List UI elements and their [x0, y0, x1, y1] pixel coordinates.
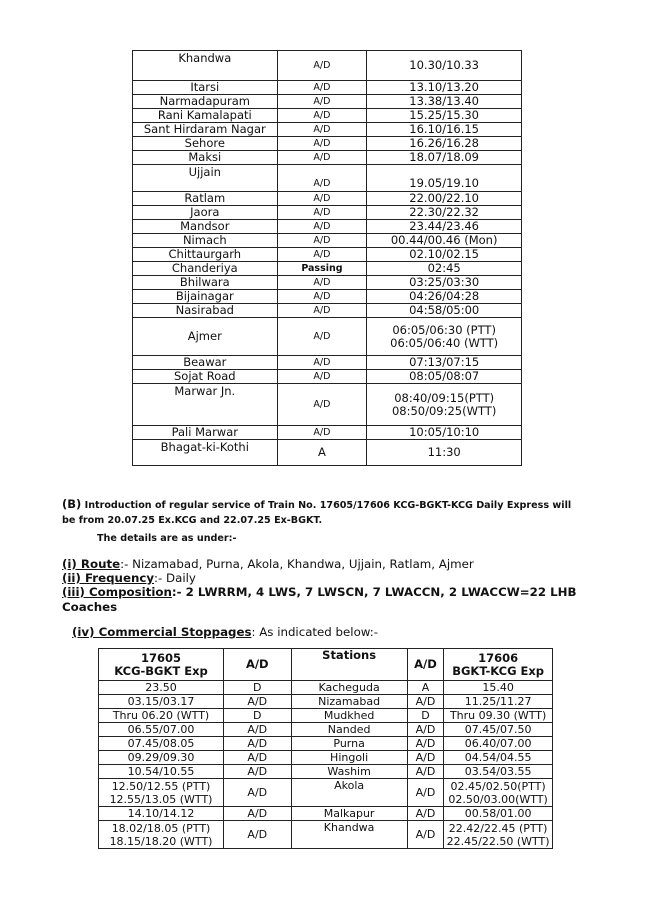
- ad-cell: A/D: [277, 276, 367, 290]
- ad-cell: Passing: [277, 262, 367, 276]
- ad-cell: A/D: [277, 137, 367, 151]
- train-number: 17605: [141, 650, 182, 665]
- station-cell: Purna: [291, 737, 407, 751]
- header-stations: Stations: [291, 649, 407, 681]
- ad-cell: A/D: [277, 220, 367, 234]
- ad-cell: A/D: [277, 109, 367, 123]
- composition-value: :- 2 LWRRM, 4 LWS, 7 LWSCN, 7 LWACCN, 2 LWACCW=22 LHB: [171, 585, 577, 599]
- table-row: [99, 821, 553, 849]
- station-cell: Malkapur: [291, 807, 407, 821]
- table-row: [133, 192, 522, 206]
- ad-cell: A/D: [277, 81, 367, 95]
- section-label: (B): [62, 497, 82, 511]
- time-cell: 03:25/03:30: [367, 276, 522, 290]
- table-row: [133, 318, 522, 356]
- time-cell: [99, 821, 224, 849]
- ad-cell: A/D: [277, 151, 367, 165]
- station-cell: Beawar: [133, 356, 278, 370]
- time-cell: 02:45: [367, 262, 522, 276]
- lower-timetable: [98, 648, 553, 849]
- table-row: [99, 709, 553, 723]
- stoppages-item: [72, 625, 378, 640]
- ad-cell: A/D: [277, 356, 367, 370]
- station-cell: Khandwa: [291, 821, 407, 849]
- ad-cell: A/D: [224, 807, 292, 821]
- header-17605: [99, 649, 224, 681]
- ad-cell: D: [224, 681, 292, 695]
- table-row: [133, 109, 522, 123]
- time-cell: 22.30/22.32: [367, 206, 522, 220]
- ad-cell: A/D: [407, 695, 444, 709]
- stoppages-value: : As indicated below:-: [251, 625, 379, 639]
- time-cell: 00.58/01.00: [444, 807, 553, 821]
- stoppages-label: (iv) Commercial Stoppages: [72, 625, 252, 639]
- ad-cell: A/D: [224, 751, 292, 765]
- time-cell: 13.10/13.20: [367, 81, 522, 95]
- ad-cell: A/D: [277, 206, 367, 220]
- frequency-value: :- Daily: [154, 571, 196, 585]
- upper-timetable: [132, 50, 522, 466]
- time-cell: 10.30/10.33: [367, 51, 522, 81]
- station-cell: Mandsor: [133, 220, 278, 234]
- table-row: [133, 248, 522, 262]
- table-row: [133, 290, 522, 304]
- ad-cell: A/D: [277, 384, 367, 426]
- table-row: [133, 206, 522, 220]
- table-row: [133, 356, 522, 370]
- time-cell: 07.45/07.50: [444, 723, 553, 737]
- station-cell: Washim: [291, 765, 407, 779]
- time-line-ptt: 18.02/18.05 (PTT): [111, 821, 211, 835]
- route-value: :- Nizamabad, Purna, Akola, Khandwa, Ujjain, Ratlam, Ajmer: [120, 557, 474, 571]
- table-row: [99, 751, 553, 765]
- time-cell: 23.44/23.46: [367, 220, 522, 234]
- composition-continued: Coaches: [62, 600, 118, 614]
- ad-cell: A/D: [224, 765, 292, 779]
- table-row: [133, 95, 522, 109]
- ad-cell: D: [407, 709, 444, 723]
- ad-cell: A/D: [277, 165, 367, 192]
- ad-cell: A/D: [224, 779, 292, 807]
- ad-cell: A/D: [277, 370, 367, 384]
- ad-cell: A/D: [277, 248, 367, 262]
- time-cell: 11:30: [367, 440, 522, 466]
- header-ad: A/D: [224, 649, 292, 681]
- station-cell: Khandwa: [133, 51, 278, 81]
- time-cell: 08:05/08:07: [367, 370, 522, 384]
- table-row: [133, 123, 522, 137]
- station-cell: Ajmer: [133, 318, 278, 356]
- station-cell: Nimach: [133, 234, 278, 248]
- train-name: KCG-BGKT Exp: [114, 663, 208, 678]
- time-cell: 14.10/14.12: [99, 807, 224, 821]
- table-row: [133, 440, 522, 466]
- ad-cell: A/D: [277, 234, 367, 248]
- time-line-wtt: 22.45/22.50 (WTT): [446, 834, 550, 848]
- station-cell: Marwar Jn.: [133, 384, 278, 426]
- time-cell: 22.00/22.10: [367, 192, 522, 206]
- station-cell: Chittaurgarh: [133, 248, 278, 262]
- route-item: [62, 557, 474, 572]
- time-line-wtt: 02.50/03.00(WTT): [448, 792, 548, 806]
- time-cell: 06.40/07.00: [444, 737, 553, 751]
- table-row: [133, 81, 522, 95]
- station-cell: Nizamabad: [291, 695, 407, 709]
- route-label: (i) Route: [62, 557, 121, 571]
- time-line-ptt: 08:40/09:15(PTT): [394, 390, 495, 405]
- time-cell: 06.55/07.00: [99, 723, 224, 737]
- station-cell: Ujjain: [133, 165, 278, 192]
- time-line-ptt: 06:05/06:30 (PTT): [392, 322, 496, 337]
- table-header-row: [99, 649, 553, 681]
- time-cell: 11.25/11.27: [444, 695, 553, 709]
- composition-label: (iii) Composition: [62, 585, 172, 599]
- time-cell: [444, 821, 553, 849]
- table-row: [99, 723, 553, 737]
- time-cell: 16.10/16.15: [367, 123, 522, 137]
- station-cell: Nasirabad: [133, 304, 278, 318]
- time-cell: Thru 09.30 (WTT): [444, 709, 553, 723]
- station-cell: Chanderiya: [133, 262, 278, 276]
- station-cell: Bhilwara: [133, 276, 278, 290]
- details-heading: The details are as under:-: [97, 533, 237, 544]
- table-row: [99, 681, 553, 695]
- frequency-label: (ii) Frequency: [62, 571, 155, 585]
- station-cell: Kacheguda: [291, 681, 407, 695]
- ad-cell: A/D: [277, 304, 367, 318]
- table-row: [133, 151, 522, 165]
- time-cell: 04:26/04:28: [367, 290, 522, 304]
- ad-cell: A/D: [407, 723, 444, 737]
- time-cell: 02.10/02.15: [367, 248, 522, 262]
- ad-cell: A/D: [407, 779, 444, 807]
- time-cell: 07.45/08.05: [99, 737, 224, 751]
- time-line-ptt: 12.50/12.55 (PTT): [111, 779, 211, 793]
- table-row: [133, 234, 522, 248]
- time-cell: [367, 384, 522, 426]
- header-ad: A/D: [407, 649, 444, 681]
- station-cell: Hingoli: [291, 751, 407, 765]
- table-row: [133, 262, 522, 276]
- table-row: [99, 695, 553, 709]
- table-row: [99, 807, 553, 821]
- time-line-wtt: 08:50/09:25(WTT): [391, 403, 497, 418]
- time-cell: 03.54/03.55: [444, 765, 553, 779]
- table-row: [133, 384, 522, 426]
- table-row: [133, 304, 522, 318]
- time-cell: 19.05/19.10: [367, 165, 522, 192]
- time-cell: 00.44/00.46 (Mon): [367, 234, 522, 248]
- ad-cell: A/D: [407, 765, 444, 779]
- time-cell: 10:05/10:10: [367, 426, 522, 440]
- station-cell: Pali Marwar: [133, 426, 278, 440]
- time-line-wtt: 12.55/13.05 (WTT): [109, 792, 213, 806]
- time-cell: 13.38/13.40: [367, 95, 522, 109]
- time-cell: 18.07/18.09: [367, 151, 522, 165]
- time-cell: 03.15/03.17: [99, 695, 224, 709]
- station-cell: Akola: [291, 779, 407, 807]
- station-cell: Maksi: [133, 151, 278, 165]
- ad-cell: A/D: [277, 426, 367, 440]
- time-line-wtt: 06:05/06:40 (WTT): [390, 335, 499, 350]
- table-row: [133, 426, 522, 440]
- time-cell: 07:13/07:15: [367, 356, 522, 370]
- ad-cell: A/D: [224, 723, 292, 737]
- station-cell: Itarsi: [133, 81, 278, 95]
- station-cell: Bhagat-ki-Kothi: [133, 440, 278, 466]
- table-row: [133, 137, 522, 151]
- station-cell: Nanded: [291, 723, 407, 737]
- ad-cell: A/D: [277, 123, 367, 137]
- frequency-item: [62, 571, 196, 586]
- time-cell: 10.54/10.55: [99, 765, 224, 779]
- time-cell: [99, 779, 224, 807]
- time-cell: 09.29/09.30: [99, 751, 224, 765]
- time-line-ptt: 22.42/22.45 (PTT): [448, 821, 548, 835]
- station-cell: Rani Kamalapati: [133, 109, 278, 123]
- time-line-ptt: 02.45/02.50(PTT): [450, 779, 546, 793]
- station-cell: Jaora: [133, 206, 278, 220]
- ad-cell: A/D: [277, 51, 367, 81]
- table-row: [99, 779, 553, 807]
- station-cell: Sojat Road: [133, 370, 278, 384]
- station-cell: Ratlam: [133, 192, 278, 206]
- ad-cell: A/D: [277, 95, 367, 109]
- train-name: BGKT-KCG Exp: [452, 663, 545, 678]
- table-row: [133, 165, 522, 192]
- ad-cell: A/D: [407, 821, 444, 849]
- time-cell: 15.40: [444, 681, 553, 695]
- time-cell: [444, 779, 553, 807]
- ad-cell: A/D: [407, 807, 444, 821]
- train-number: 17606: [478, 650, 519, 665]
- table-row: [133, 276, 522, 290]
- time-cell: 04:58/05:00: [367, 304, 522, 318]
- table-row: [99, 737, 553, 751]
- table-row: [133, 51, 522, 81]
- ad-cell: A/D: [224, 821, 292, 849]
- station-cell: Mudkhed: [291, 709, 407, 723]
- section-b-intro: [62, 497, 622, 528]
- ad-cell: A: [407, 681, 444, 695]
- table-row: [133, 220, 522, 234]
- ad-cell: A: [277, 440, 367, 466]
- ad-cell: A/D: [224, 695, 292, 709]
- ad-cell: A/D: [277, 290, 367, 304]
- ad-cell: A/D: [277, 318, 367, 356]
- intro-line-2: be from 20.07.25 Ex.KCG and 22.07.25 Ex-BGKT.: [62, 515, 323, 526]
- station-cell: Narmadapuram: [133, 95, 278, 109]
- intro-line-1: Introduction of regular service of Train No. 17605/17606 KCG-BGKT-KCG Daily Express will: [84, 500, 572, 511]
- table-row: [133, 370, 522, 384]
- table-row: [99, 765, 553, 779]
- ad-cell: A/D: [277, 192, 367, 206]
- ad-cell: A/D: [407, 751, 444, 765]
- time-cell: Thru 06.20 (WTT): [99, 709, 224, 723]
- ad-cell: A/D: [407, 737, 444, 751]
- header-17606: [444, 649, 553, 681]
- ad-cell: A/D: [224, 737, 292, 751]
- time-cell: 15.25/15.30: [367, 109, 522, 123]
- time-cell: [367, 318, 522, 356]
- time-cell: 23.50: [99, 681, 224, 695]
- station-cell: Bijainagar: [133, 290, 278, 304]
- station-cell: Sant Hirdaram Nagar: [133, 123, 278, 137]
- time-cell: 16.26/16.28: [367, 137, 522, 151]
- ad-cell: D: [224, 709, 292, 723]
- time-cell: 04.54/04.55: [444, 751, 553, 765]
- station-cell: Sehore: [133, 137, 278, 151]
- composition-item: [62, 585, 632, 615]
- time-line-wtt: 18.15/18.20 (WTT): [109, 834, 213, 848]
